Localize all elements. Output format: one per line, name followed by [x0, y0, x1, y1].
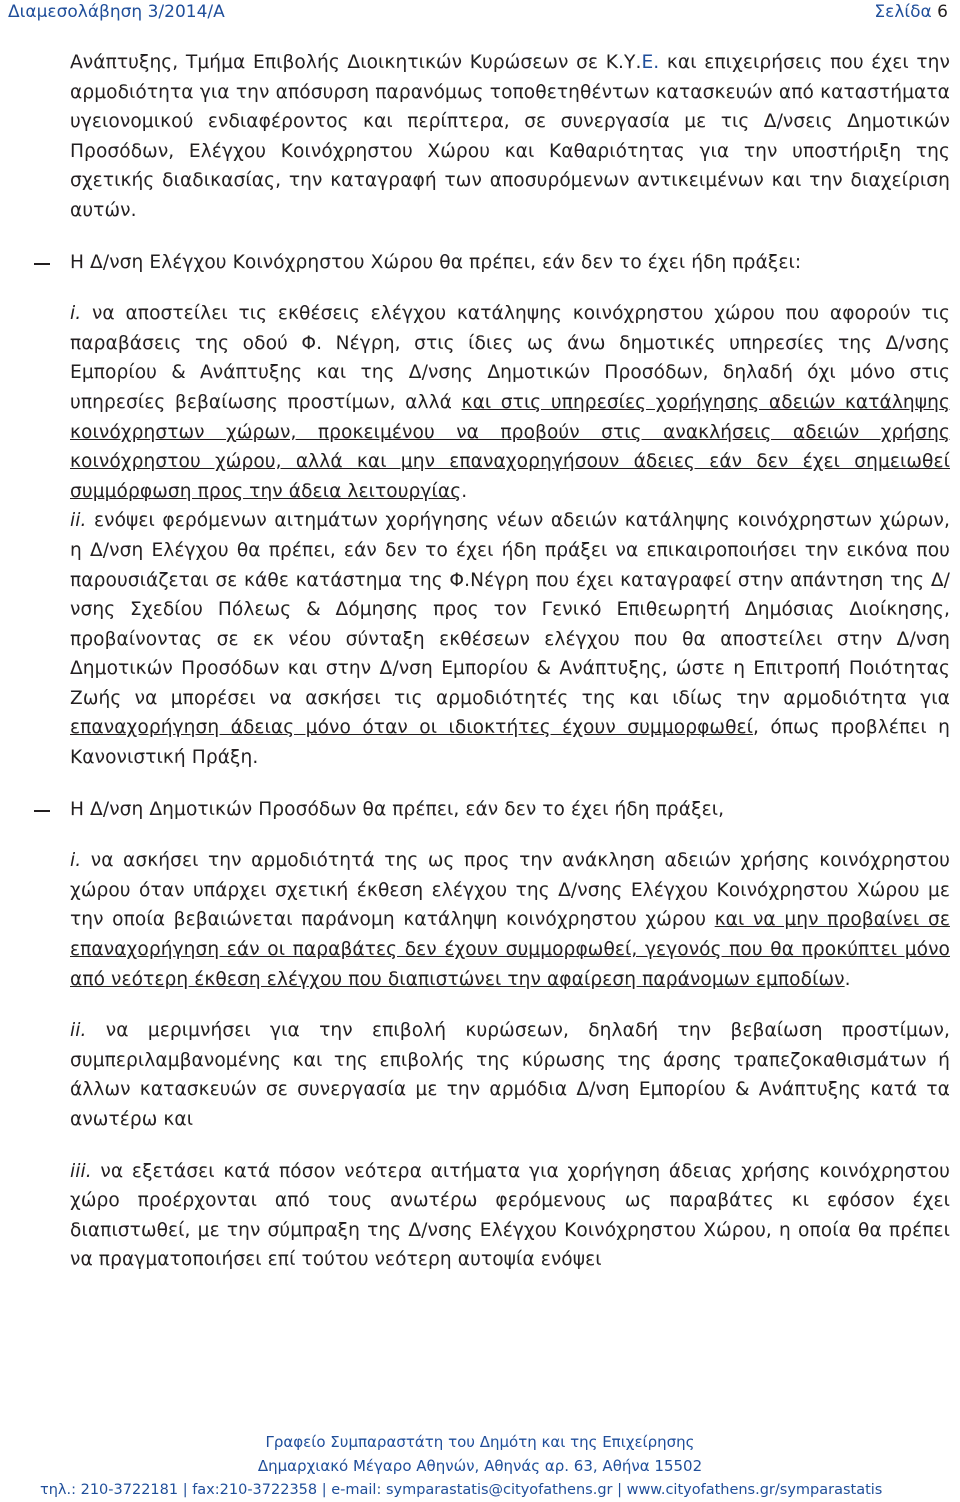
footer-address: Δημαρχιακό Μέγαρο Αθηνών, Αθηνάς αρ. 63, Αθήνα 15502 [257, 1457, 703, 1475]
item-number: i. [70, 850, 82, 872]
item-ii [70, 506, 950, 772]
item2-i [70, 846, 950, 994]
dash-marker [34, 263, 50, 265]
item-text: να εξετάσει κατά πόσον νεότερα αιτήματα για χορήγηση άδειας χρήσης κοινόχρηστου χώρο προέρχονται από τους ανωτέρω φερόμενους ως παραβάτες κι εφόσον έχει διαπιστωθεί, με την σύμπραξη της Δ/νσης Ελέγχου Κοινόχρηστου Χώρου, η οποία θα πρέπει να πραγματοποιήσει επί τούτου νεότερη αυτοψία ενόψει [70, 1160, 950, 1271]
bullet-dept-revenue [70, 795, 950, 825]
document-title: Διαμεσολάβηση 3/2014/Α [8, 2, 225, 22]
item-text: να αποστείλει τις εκθέσεις ελέγχου κατάληψης κοινόχρηστου χώρου που αφορούν τις παραβάσεις της οδού Φ. Νέγρη, στις ίδιες ως άνω δημοτικές υπηρεσίες της Δ/νσης Εμπορίου & Ανάπτυξης και της Δ/νσης Δημοτικών Προσόδων, δηλαδή όχι μόνο στις υπηρεσίες βεβαίωσης προστίμων, αλλά [70, 303, 950, 413]
paragraph-text: και επιχειρήσεις που έχει την αρμοδιότητα για την απόσυρση παρανόμως τοποθετηθέντων κατασκευών από καταστήματα υγειονομικού ενδιαφέροντος και περίπτερα, σε συνεργασία με τις Δ/νσεις Δημοτικών Προσόδων, Ελέγχου Κοινόχρηστου Χώρου και Καθαριότητας για την υποστήριξη της σχετικής διαδικασίας, την καταγραφή των αποσυρόμενων αντικειμένων και την διαχείριση αυτών. [70, 52, 950, 221]
page-footer [0, 1430, 960, 1502]
paragraph-continuation [70, 48, 950, 226]
item-text: να ασκήσει την αρμοδιότητά της ως προς την ανάκληση αδειών χρήσης κοινόχρηστου χώρου όταν υπάρχει σχετική έκθεση ελέγχου της Δ/νσης Ελέγχου Κοινόχρηστου Χώρου με την οποία βεβαιώνεται παράνομη κατάληψη κοινόχρηστου χώρου [70, 850, 950, 931]
document-body [70, 48, 950, 1275]
item-text: να μεριμνήσει για την επιβολή κυρώσεων, δηλαδή την βεβαίωση προστίμων, συμπεριλαμβανομένης και της επιβολής της κύρωσης της άρσης τραπεζοκαθισμάτων ή άλλων κατασκευών σε συνεργασία με την αρμόδια Δ/νση Εμπορίου & Ανάπτυξης κατά τα ανωτέρω και [70, 1020, 950, 1130]
item-text: , όπως προβλέπει η Κανονιστική Πράξη. [70, 717, 950, 769]
page-label: Σελίδα [874, 2, 932, 22]
item-underlined-text: και στις υπηρεσίες χορήγησης αδειών κατάληψης κοινόχρηστων χώρων, προκειμένου να προβούν στις ανακλήσεις αδειών χρήσης κοινόχρηστου χώρου, αλλά και μην επαναχορηγήσουν άδειες εάν δεν έχει σημειωθεί συμμόρφωση προς την άδεια λειτουργίας [70, 391, 950, 502]
item-number: ii. [70, 510, 87, 532]
item-underlined-text: και να μην προβαίνει σε επαναχορήγηση εάν οι παραβάτες δεν έχουν συμμορφωθεί, γεγονός που θα προκύπτει μόνο από νεότερη έκθεση ελέγχου που διαπιστώνει την αφαίρεση παράνομων εμποδίων [70, 909, 950, 990]
bullet-dept-public-space [70, 248, 950, 278]
footer-office: Γραφείο Συμπαραστάτη του Δημότη και της Επιχείρησης [265, 1433, 695, 1451]
bullet-text: Η Δ/νση Ελέγχου Κοινόχρηστου Χώρου θα πρέπει, εάν δεν το έχει ήδη πράξει: [70, 251, 802, 273]
item-i [70, 299, 950, 506]
page-indicator [874, 2, 948, 22]
item-underlined-text: επαναχορήγηση άδειας μόνο όταν οι ιδιοκτήτες έχουν συμμορφωθεί [70, 717, 754, 739]
item-number: ii. [70, 1020, 87, 1042]
page-number: 6 [937, 2, 948, 22]
item-number: i. [70, 303, 82, 325]
item2-iii [70, 1157, 950, 1275]
item-text: . [844, 968, 851, 990]
paragraph-text: Ανάπτυξης, Τμήμα Επιβολής Διοικητικών Κυρώσεων σε Κ.Υ. [70, 52, 642, 73]
item2-ii [70, 1016, 950, 1134]
paragraph-text: Ε. [641, 52, 660, 73]
item-text: . [461, 480, 468, 502]
dash-marker [34, 810, 50, 812]
bullet-text: Η Δ/νση Δημοτικών Προσόδων θα πρέπει, εάν δεν το έχει ήδη πράξει, [70, 798, 725, 820]
footer-contact: τηλ.: 210-3722181 | fax:210-3722358 | e-mail: symparastatis@cityofathens.gr | www.cityofathens.gr/symparastatis [40, 1482, 883, 1498]
item-text: ενόψει φερόμενων αιτημάτων χορήγησης νέων αδειών κατάληψης κοινόχρηστων χώρων, η Δ/νση Ελέγχου θα πρέπει, εάν δεν το έχει ήδη πράξει να επικαιροποιήσει την εικόνα που παρουσιάζεται σε κάθε κατάστημα της Φ.Νέγρη που έχει καταγραφεί στην απάντηση της Δ/νσης Σχεδίου Πόλεως & Δόμησης προς τον Γενικό Επιθεωρητή Δημόσιας Διοίκησης, προβαίνοντας σε εκ νέου σύνταξη εκθέσεων ελέγχου που θα αποστείλει στην Δ/νση Δημοτικών Προσόδων και στην Δ/νση Εμπορίου & Ανάπτυξης, ώστε η Επιτροπή Ποιότητας Ζωής να μπορέσει να ασκήσει τις αρμοδιότητές της και ιδίως την αρμοδιότητα για [70, 510, 950, 709]
item-number: iii. [70, 1160, 92, 1182]
